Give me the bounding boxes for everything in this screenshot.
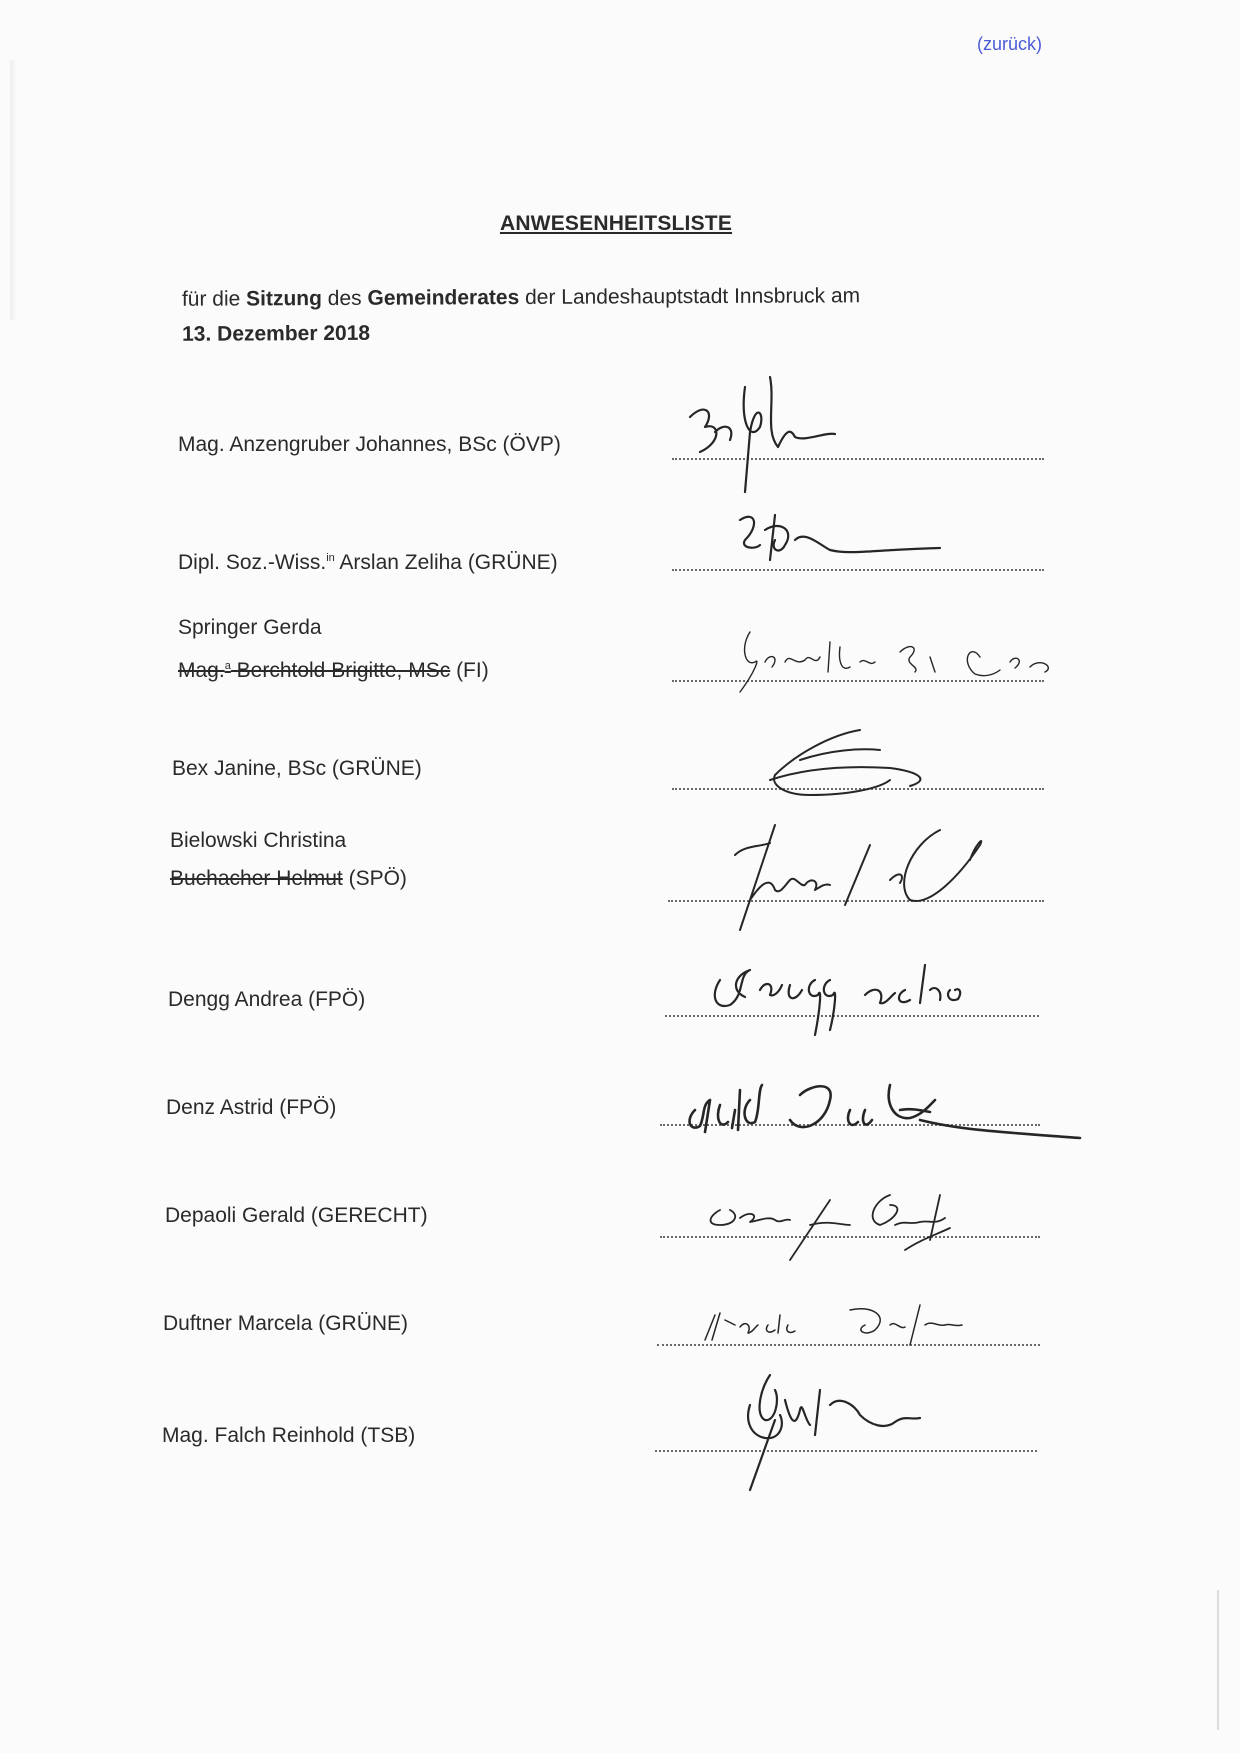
attendee-name: Springer Gerda [178, 616, 322, 639]
signature [740, 720, 1040, 810]
attendee-name: Depaoli Gerald (GERECHT) [165, 1204, 428, 1227]
page-title: ANWESENHEITSLISTE [499, 212, 733, 235]
signature [660, 1060, 1090, 1160]
attendee-name-replaced: Mag.$^a$ Berchtold Brigitte, MSc (FI) [178, 659, 489, 682]
scan-edge [10, 60, 16, 320]
attendee-name: Dipl. Soz.-Wiss.$^{in}$ Arslan Zeliha (GRÜNE) [178, 551, 558, 574]
signature [710, 612, 1100, 712]
signature [690, 1360, 1010, 1500]
signature [690, 935, 1050, 1055]
scan-edge [1217, 1590, 1219, 1730]
back-link[interactable]: (zurück) [976, 34, 1042, 54]
attendee-name: Duftner Marcela (GRÜNE) [163, 1312, 409, 1335]
signature [680, 1180, 1060, 1270]
meeting-date: 13. Dezember 2018 [182, 321, 371, 346]
signature [700, 500, 960, 580]
attendee-name: Dengg Andrea (FPÖ) [168, 988, 366, 1011]
attendee-name-replaced: Buchacher Helmut (SPÖ) [170, 867, 407, 890]
signature [660, 372, 1060, 512]
signature [680, 815, 1020, 935]
intro-text: für die Sitzung des Gemeinderates der Landeshauptstadt Innsbruck am 13. Dezember 2018 [181, 284, 861, 346]
attendee-name: Mag. Falch Reinhold (TSB) [162, 1424, 416, 1447]
attendee-name: Mag. Anzengruber Johannes, BSc (ÖVP) [178, 433, 561, 456]
attendee-name: Bielowski Christina [170, 829, 347, 852]
attendee-name: Denz Astrid (FPÖ) [166, 1096, 337, 1119]
attendee-name: Bex Janine, BSc (GRÜNE) [172, 757, 422, 780]
